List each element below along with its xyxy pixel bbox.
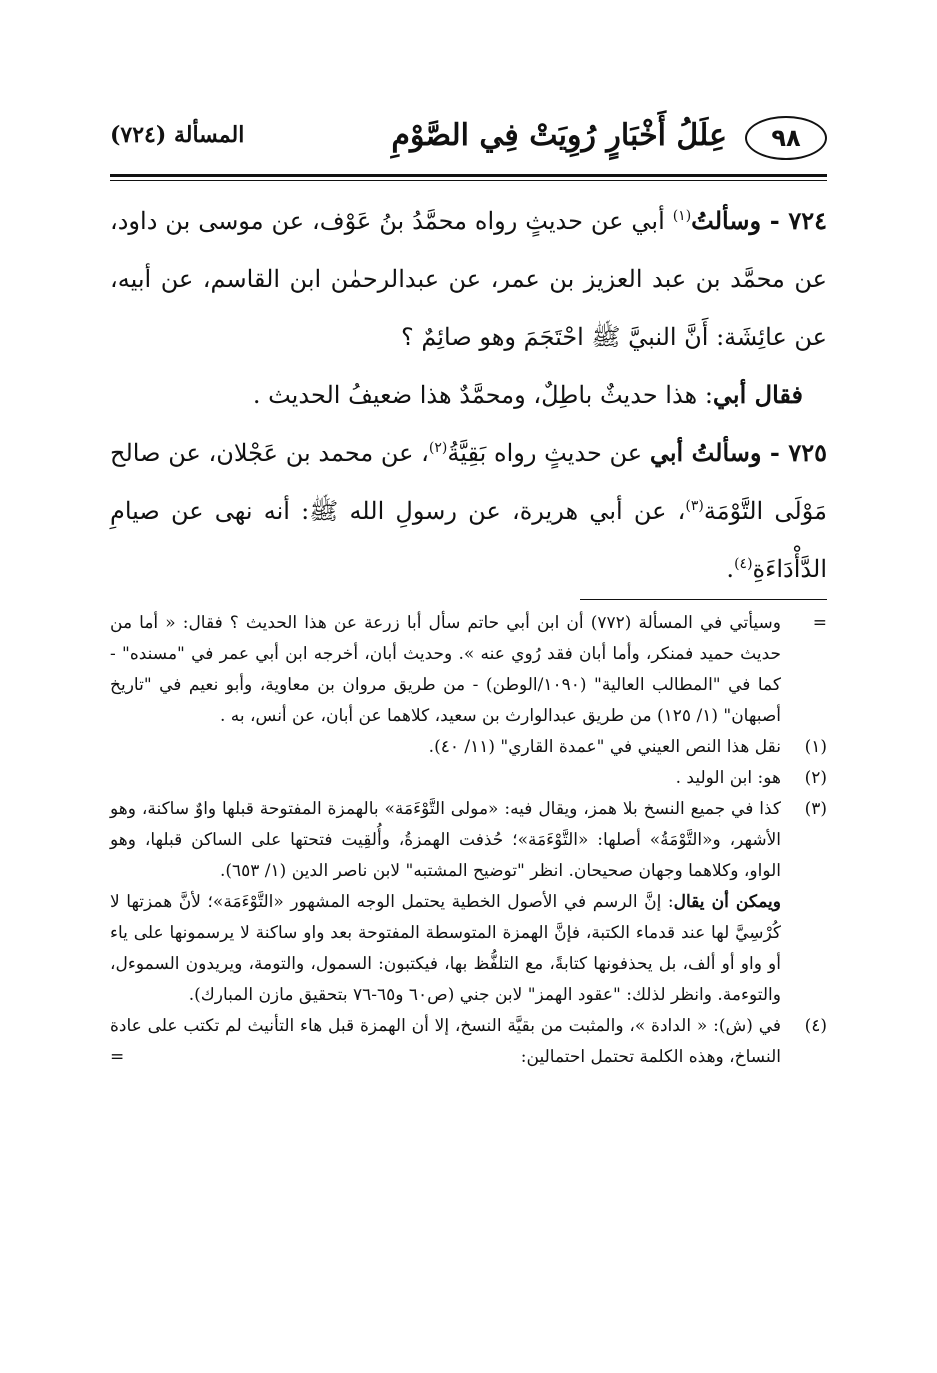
page-number: ٩٨ (745, 116, 827, 160)
footnote-4 (110, 1011, 827, 1073)
footnote-number: (٣) (804, 799, 827, 819)
issue-label: المسألة (٧٢٤) (110, 122, 245, 148)
paragraph-725 (110, 424, 827, 598)
footnote-separator (580, 599, 827, 600)
footnote-number: (٤) (804, 1016, 827, 1036)
paragraph-text: ، عن أبي هريرة، عن رسولِ الله ﷺ: أنه نهى عن صيامِ الدَّأْدَاءَةِ (110, 497, 827, 583)
footnote-1 (110, 732, 827, 763)
header-rule-thick (110, 174, 827, 177)
paragraph-text: أبي عن حديثٍ رواه محمَّدُ بنُ عَوْف، عن موسى بن داود، عن محمَّد بن عبد العزيز بن عمر، عن عبدالرحمٰن ابن القاسم، عن أبيه، عن عائِشَة: أَنَّ النبيَّ ﷺ احْتَجَمَ وهو صائِمٌ ؟ (110, 207, 827, 351)
paragraph-text: عن حديثٍ رواه بَقِيَّةُ (447, 439, 650, 467)
footnote-ref: (١) (672, 208, 692, 224)
footnote-ref: (٤) (734, 556, 753, 572)
footnote-text: في (ش): « الدادة »، والمثبت من بقيَّة النسخ، إلا أن الهمزة قبل هاء التأنيث لم تكتب على عادة النساخ، وهذه الكلمة تحتمل احتمالين: (110, 1016, 781, 1067)
running-title: عِلَلُ أَخْبَارٍ رُوِيَتْ فِي الصَّوْمِ (391, 118, 727, 153)
paragraph-lead: ٧٢٤ - وسألتُ (691, 206, 828, 235)
footnote-2 (110, 763, 827, 794)
footnote-ref: (٢) (428, 440, 448, 456)
answer-lead: فقال أبي (712, 380, 803, 409)
answer-text: : هذا حديثٌ باطِلٌ، ومحمَّدٌ هذا ضعيفُ الحديث . (252, 381, 713, 409)
footnote-continuation (110, 608, 827, 732)
footnotes (110, 608, 827, 1073)
footnote-bold-lead: ويمكن أن يقال (673, 892, 781, 912)
header-rule-thin (110, 180, 827, 181)
footnote-continues-marker: = (110, 1047, 125, 1067)
footnote-text: وسيأتي في المسألة (٧٧٢) أن ابن أبي حاتم سأل أبا زرعة عن هذا الحديث ؟ فقال: « أما من حديث حميد فمنكر، وأما أبان فقد رُوي عنه ». وحديث أبان، أخرجه ابن أبي عمر في "مسنده" - كما في "المطالب العالية" (١٠٩٠/الوطن) - من طريق مروان بن معاوية، وأبو نعيم في "تاريخ أصبهان" (١/ ١٢٥) من طريق عبدالوارث بن سعيد، كلاهما عن أبان، عن أنس، به . (110, 613, 781, 726)
footnote-marker: = (812, 613, 827, 633)
footnote-ref: (٣) (685, 498, 704, 514)
paragraph-lead: ٧٢٥ - وسألتُ أبي (649, 438, 827, 467)
main-text (110, 192, 827, 598)
paragraph-text: . (726, 555, 735, 583)
paragraph-724 (110, 192, 827, 366)
footnote-number: (١) (804, 737, 827, 757)
footnote-text: كذا في جميع النسخ بلا همز، ويقال فيه: «مولى التَّوْءَمَة» بالهمزة المفتوحة قبلها واوٌ ساكنة، وهو الأشهر، و«التَّوْمَةُ» أصلها: «التَّوْءَمَة»؛ حُذفت الهمزةُ، وأُلقِيت فتحتها على الساكن قبلها، وهو الواو، وكلاهما وجهان صحيحان. انظر "توضيح المشتبه" لابن ناصر الدين (١/ ٦٥٣). (110, 799, 781, 881)
footnote-text-extra (110, 887, 781, 1011)
paragraph-text: ، عن محمد بن عَجْلان، عن صالح مَوْلَى التَّوْمَة (110, 439, 827, 525)
footnote-number: (٢) (804, 768, 827, 788)
footnote-text: نقل هذا النص العيني في "عمدة القاري" (١١/ ٤٠). (428, 737, 781, 757)
footnote-extra-body: : إنَّ الرسم في الأصول الخطية يحتمل الوجه المشهور «التَّوْءَمَة»؛ لأنَّ همزتها لا كُرْسِيَّ لها عند قدماء الكتبة، فإنَّ الهمزة المتوسطة المفتوحة بعد واو ساكنة لا يرسمونها على ياء أو واو أو ألف، بل يحذفونها كتابةً، مع التلفُّظ بها، فيكتبون: السمول، والتومة، ويريدون السموءل، والتوءمة. وانظر لذلك: "عقود الهمز" لابن جني (ص٦٠ و٦٥-٧٦ بتحقيق مازن المبارك). (110, 892, 781, 1005)
page-header (110, 112, 827, 172)
footnote-text: هو: ابن الوليد . (675, 768, 781, 788)
paragraph-answer (110, 366, 827, 424)
footnote-3 (110, 794, 827, 1011)
